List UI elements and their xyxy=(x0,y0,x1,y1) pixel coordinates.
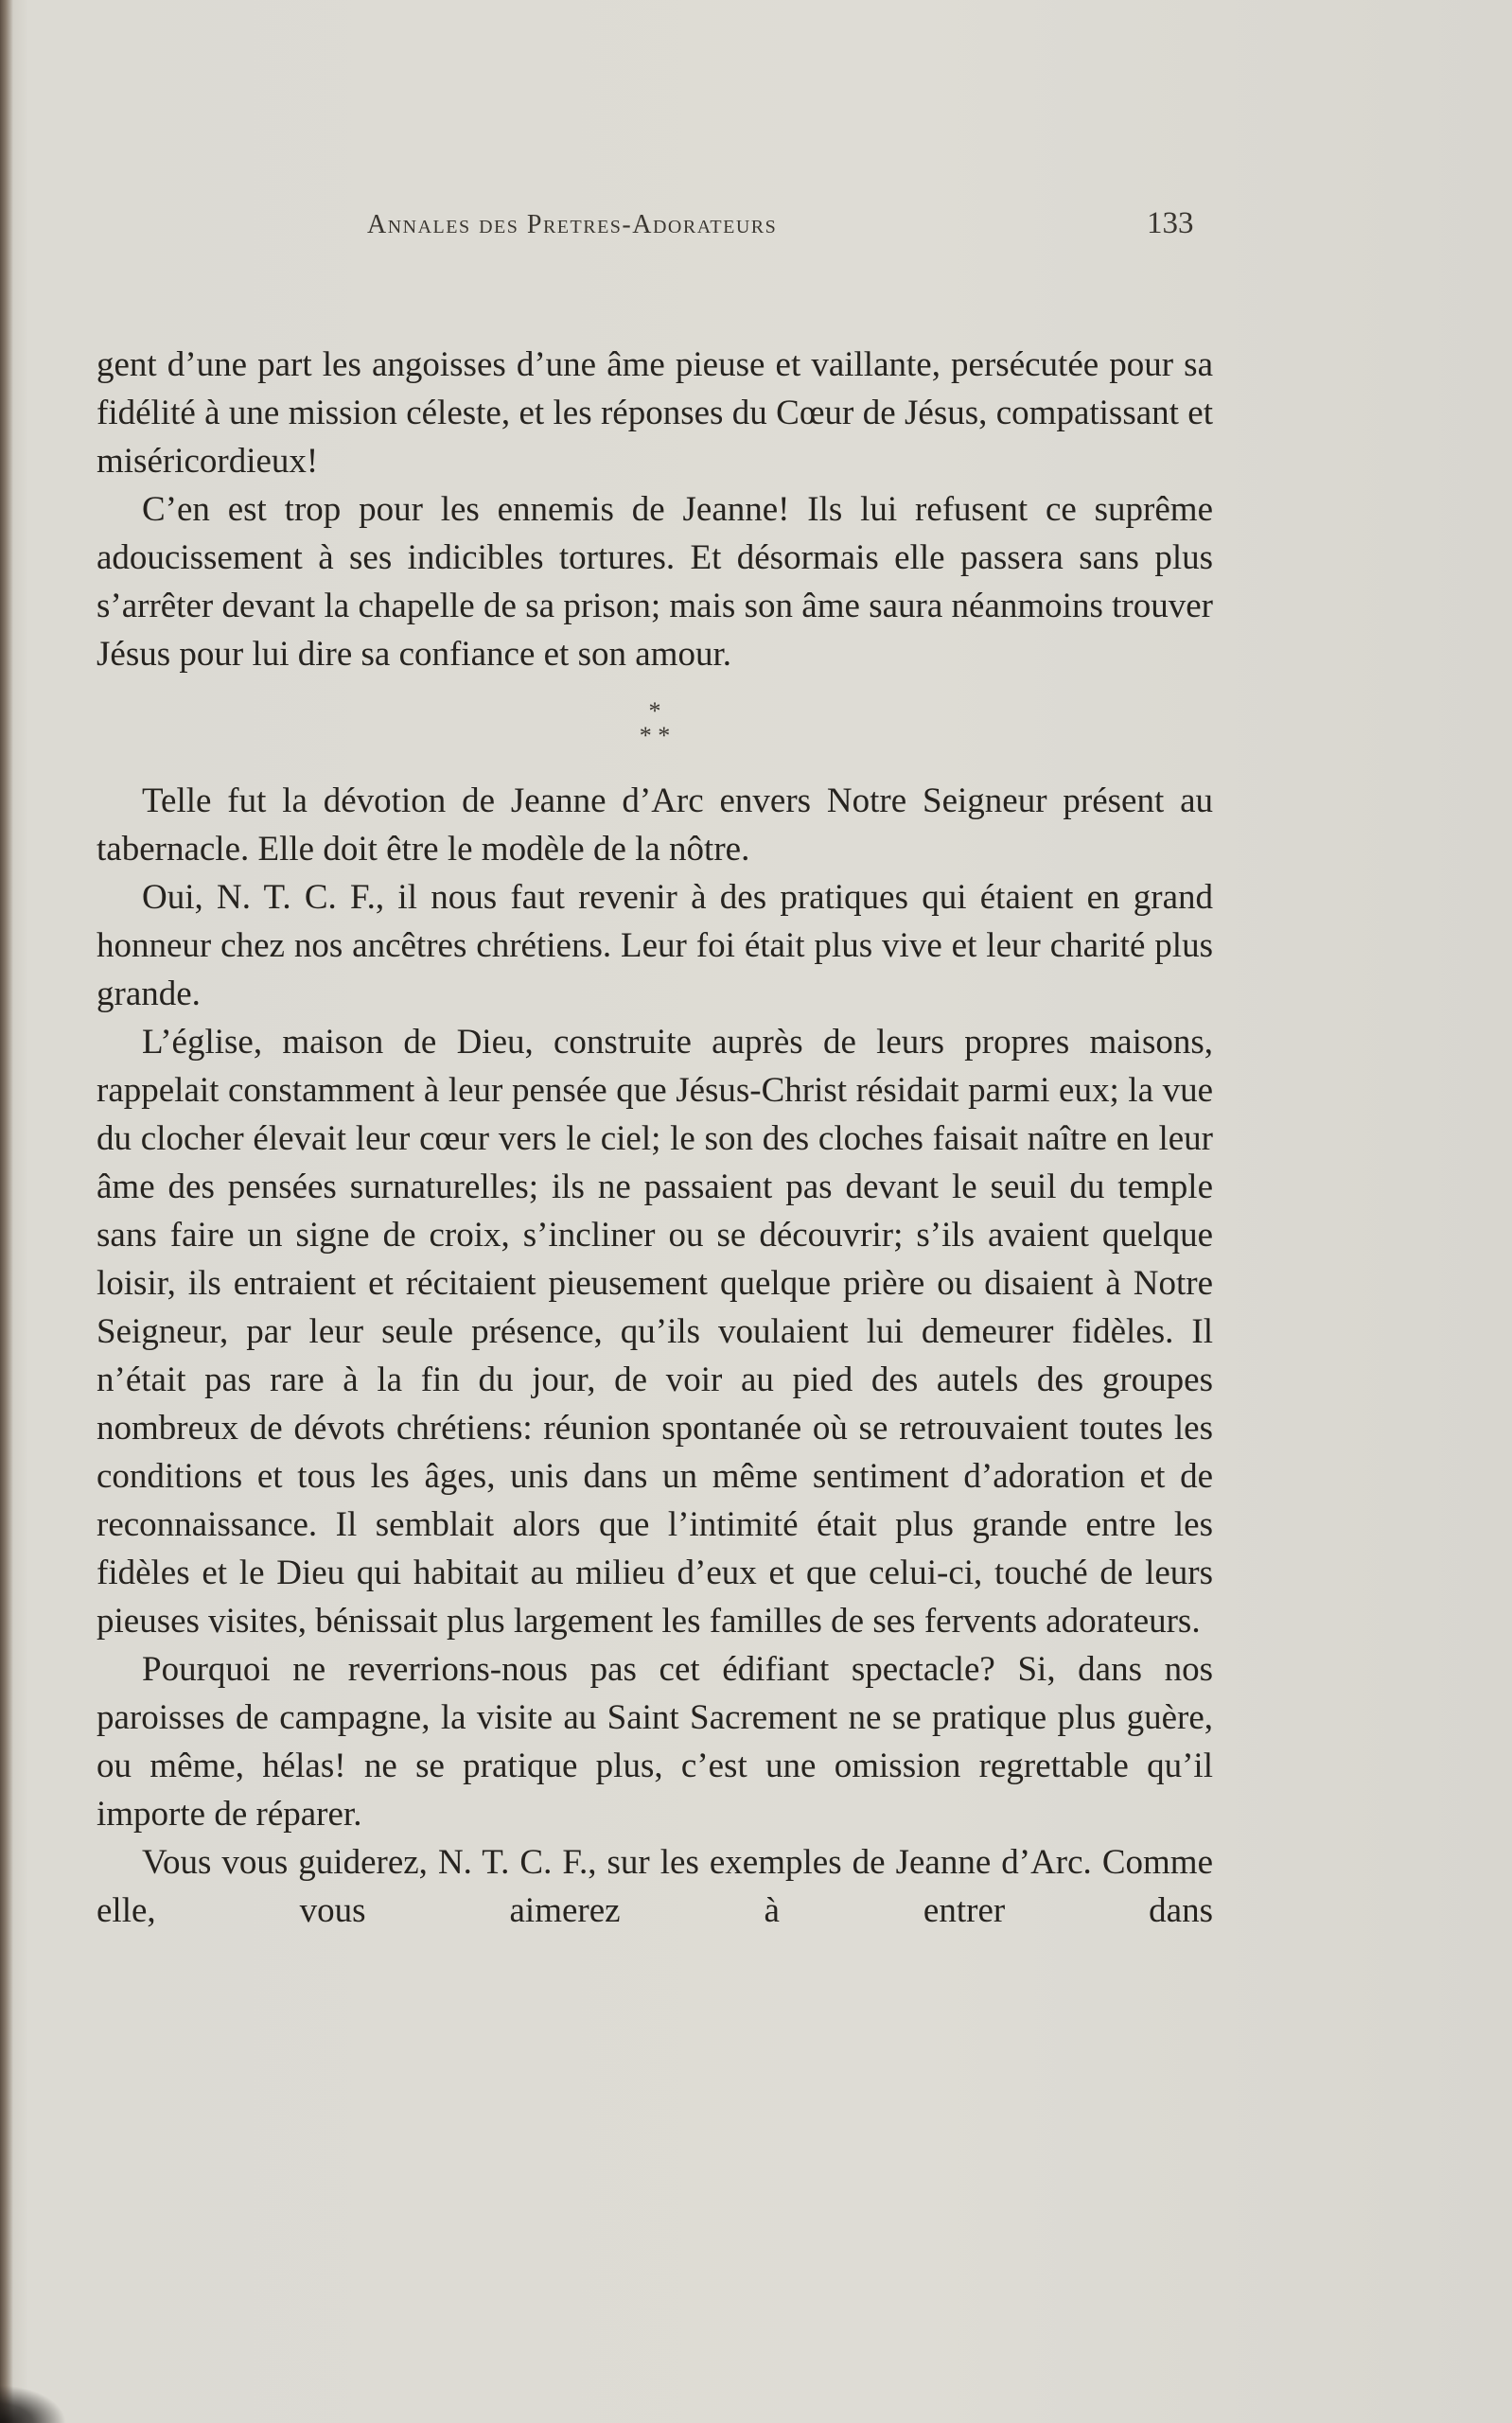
running-header xyxy=(360,202,1211,250)
header-title: Annales des Pretres-Adorateurs xyxy=(367,210,778,239)
paragraph-continuation: gent d’une part les angoisses d’une âme pieuse et vaillante, persécutée pour sa fidélité à une mission céleste, et les réponses du Cœur de Jésus, compatissant et miséricordieux! xyxy=(97,345,1213,481)
page-binding-edge xyxy=(0,0,13,2423)
paragraph: Pourquoi ne reverrions-nous pas cet édifiant spectacle? Si, dans nos paroisses de campagne, la visite au Saint Sacrement ne se pratique plus guère, ou même, hélas! ne se pratique plus, c’est une omission regrettable qu’il importe de réparer. xyxy=(97,1650,1213,1834)
paragraph: C’en est trop pour les ennemis de Jeanne! Ils lui refusent ce suprême adoucissement à ses indicibles tortures. Et désormais elle passera sans plus s’arrêter devant la chapelle de sa prison; mais son âme saura néanmoins trouver Jésus pour lui dire sa confiance et son amour. xyxy=(97,490,1213,674)
section-divider-asterism xyxy=(97,699,1213,748)
asterism-top: * xyxy=(648,697,661,725)
paragraph: Oui, N. T. C. F., il nous faut revenir à des pratiques qui étaient en grand honneur chez nos ancêtres chrétiens. Leur foi était plus vive et leur charité plus grande. xyxy=(97,878,1213,1013)
asterism-bottom: * * xyxy=(639,722,671,749)
page-number: 133 xyxy=(1147,206,1194,240)
body-text xyxy=(97,341,1213,1935)
paragraph: Vous vous guiderez, N. T. C. F., sur les exemples de Jeanne d’Arc. Comme elle, vous aimerez à entrer dans xyxy=(97,1843,1213,1930)
corner-shadow xyxy=(0,2385,66,2423)
paragraph: Telle fut la dévotion de Jeanne d’Arc envers Notre Seigneur présent au tabernacle. Elle doit être le modèle de la nôtre. xyxy=(97,781,1213,869)
paragraph: L’église, maison de Dieu, construite auprès de leurs propres maisons, rappelait constamment à leur pensée que Jésus-Christ résidait parmi eux; la vue du clocher élevait leur cœur vers le ciel; le son des cloches faisait naître en leur âme des pensées surnaturelles; ils ne passaient pas devant le seuil du temple sans faire un signe de croix, s’incliner ou se découvrir; s’ils avaient quelque loisir, ils entraient et récitaient pieusement quelque prière ou disaient à Notre Seigneur, par leur seule présence, qu’ils voulaient lui demeurer fidèles. Il n’était pas rare à la fin du jour, de voir au pied des autels des groupes nombreux de dévots chrétiens: réunion spontanée où se retrouvaient toutes les conditions et tous les âges, unis dans un même sentiment d’adoration et de reconnaissance. Il semblait alors que l’intimité était plus grande entre les fidèles et le Dieu qui habitait au milieu d’eux et que celui-ci, touché de leurs pieuses visites, bénissait plus largement les familles de ses fervents adorateurs. xyxy=(97,1023,1213,1641)
